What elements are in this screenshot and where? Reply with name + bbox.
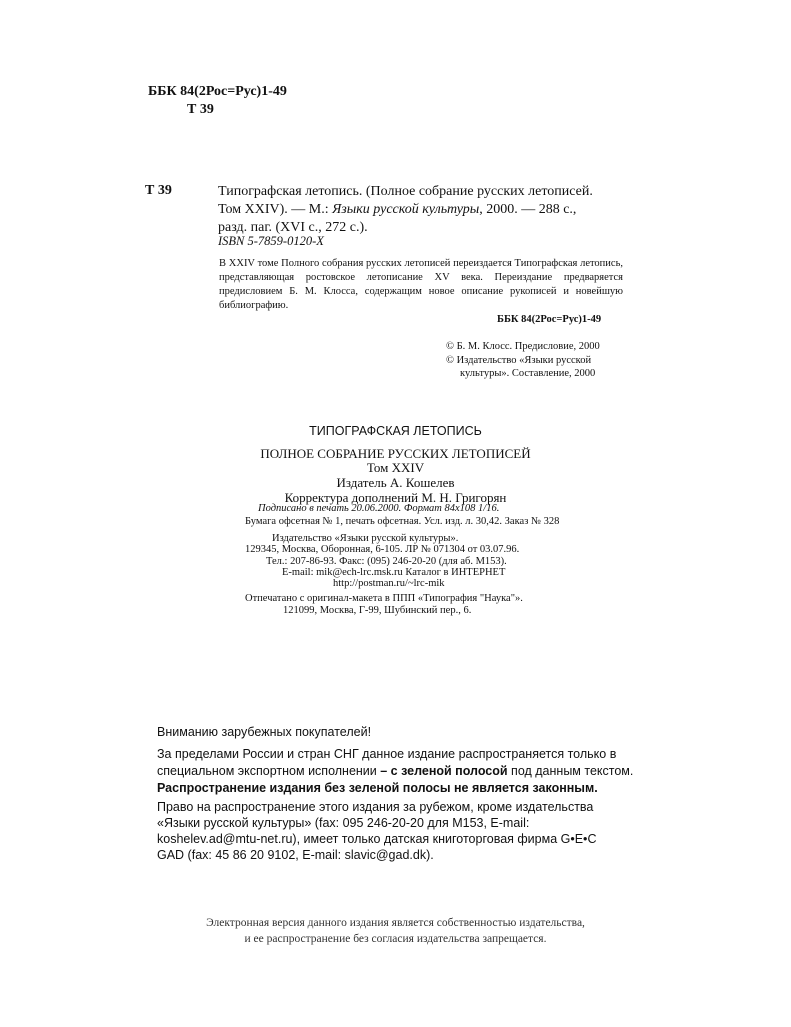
notice-line: За пределами России и стран СНГ данное издание распространяется только в xyxy=(157,747,617,761)
copyright-line: культуры». Составление, 2000 xyxy=(460,368,596,379)
notice-line: Право на распространение этого издания за рубежом, кроме издательства xyxy=(157,800,594,814)
copyright-line: © Издательство «Языки русской xyxy=(446,355,592,366)
publisher-credit: Издатель А. Кошелев xyxy=(336,475,455,490)
publisher-website: http://postman.ru/~lrc-mik xyxy=(333,578,445,589)
notice-warning: Распространение издания без зеленой полосы не является законным. xyxy=(157,781,598,795)
footer-notice: Электронная версия данного издания является собственностью издательства, xyxy=(206,917,585,929)
notice-line: «Языки русской культуры» (fax: 095 246-20-20 для M153, E-mail: xyxy=(157,816,530,830)
printer-address: 121099, Москва, Г-99, Шубинский пер., 6. xyxy=(283,605,472,616)
publisher-name: Языки русской культуры xyxy=(332,202,480,217)
notice-line: koshelev.ad@mtu-net.ru), имеет только датская книготорговая фирма G•E•C xyxy=(157,832,597,846)
printer-info: Отпечатано с оригинал-макета в ППП «Типография "Наука"». xyxy=(245,593,523,604)
card-bbk: ББК 84(2Рос=Рус)1-49 xyxy=(497,314,602,325)
publisher-address: 129345, Москва, Оборонная, 6-105. ЛР № 071304 от 03.07.96. xyxy=(245,544,520,555)
abstract: В XXIV томе Полного собрания русских летописей переиздается Типографская летопись, представляющая ростовское летописание XV века. Переиздание предваряется предисловием Б. М. Клосса, содержащим новое описание рукописей и новейшую библиографию. xyxy=(219,258,623,311)
card-title-line: Типографская летопись. (Полное собрание русских летописей. xyxy=(218,184,593,199)
publisher-house: Издательство «Языки русской культуры». xyxy=(272,533,459,544)
copyright-line: © Б. М. Клосс. Предисловие, 2000 xyxy=(446,341,600,352)
green-stripe-note: – с зеленой полосой xyxy=(380,764,508,778)
series-title: ПОЛНОЕ СОБРАНИЕ РУССКИХ ЛЕТОПИСЕЙ xyxy=(260,446,531,461)
card-pagination-line: разд. паг. (XVI с., 272 с.). xyxy=(218,220,368,235)
notice-line: GAD (fax: 45 86 20 9102, E-mail: slavic@gad.dk). xyxy=(157,848,434,862)
bbk-classification: ББК 84(2Рос=Рус)1-49 xyxy=(148,84,287,99)
print-date-format: Подписано в печать 20.06.2000. Формат 84х108 1/16. xyxy=(258,503,500,514)
notice-line: специальном экспортном исполнении – с зеленой полосой под данным текстом. xyxy=(157,764,634,778)
corrector-credit: Корректура дополнений М. Н. Григорян xyxy=(284,490,507,505)
isbn: ISBN 5-7859-0120-X xyxy=(218,234,324,248)
publisher-email: E-mail: mik@ech-lrc.msk.ru Каталог в ИНТЕРНЕТ xyxy=(282,567,506,578)
paper-info: Бумага офсетная № 1, печать офсетная. Усл. изд. л. 30,42. Заказ № 328 xyxy=(245,516,560,527)
notice-heading: Вниманию зарубежных покупателей! xyxy=(157,725,372,739)
author-mark: Т 39 xyxy=(187,102,214,117)
footer-notice: и ее распространение без согласия издательства запрещается. xyxy=(244,933,547,945)
volume-number: Том XXIV xyxy=(366,460,425,475)
card-index: Т 39 xyxy=(145,183,172,198)
book-title: ТИПОГРАФСКАЯ ЛЕТОПИСЬ xyxy=(309,424,482,438)
card-publication-line: Том XXIV). — М.: Языки русской культуры, 2000. — 288 с., xyxy=(218,202,577,217)
publisher-phone: Тел.: 207-86-93. Факс: (095) 246-20-20 (для аб. М153). xyxy=(266,556,507,567)
